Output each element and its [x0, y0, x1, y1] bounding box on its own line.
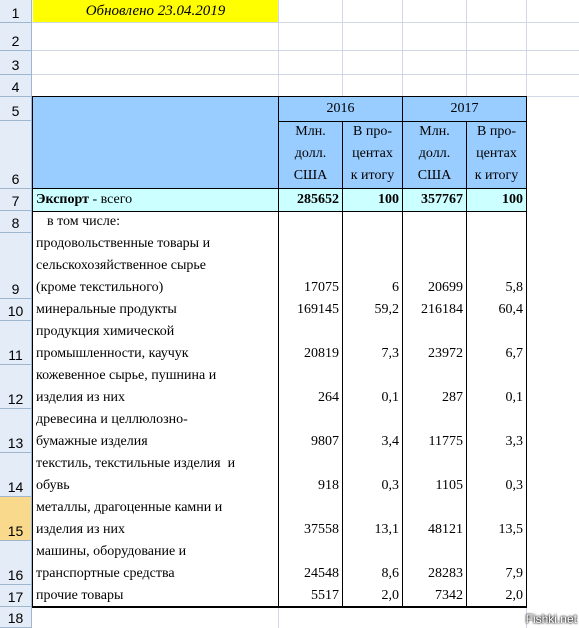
- row-label-chemicals[interactable]: [33, 321, 278, 365]
- label-line: минеральные продукты: [36, 302, 177, 317]
- row-header-11[interactable]: 11: [0, 321, 32, 365]
- minerals-2016-pct[interactable]: 59,2: [374, 302, 399, 317]
- label-line: текстиль, текстильные изделия и: [36, 456, 236, 471]
- header-text: В про-: [353, 124, 392, 139]
- textiles-2017-value[interactable]: 1105: [435, 478, 463, 493]
- table-border: [32, 211, 527, 212]
- row-header-16[interactable]: 16: [0, 541, 32, 585]
- machinery-2017-pct[interactable]: 7,9: [505, 566, 523, 581]
- row-header-8[interactable]: 8: [0, 211, 32, 233]
- label-line: бумажные изделия: [36, 434, 148, 449]
- header-text: Млн.: [419, 124, 450, 139]
- table-border: [466, 121, 467, 608]
- row-header-3[interactable]: 3: [0, 51, 32, 75]
- header-text: к итогу: [474, 168, 519, 183]
- header-text: США: [293, 168, 328, 183]
- machinery-2016-pct[interactable]: 8,6: [381, 566, 399, 581]
- wood-2017-pct[interactable]: 3,3: [505, 434, 523, 449]
- table-border: [32, 96, 33, 608]
- gridline: [32, 50, 579, 51]
- including-label[interactable]: в том числе:: [47, 214, 120, 229]
- wood-2016-value[interactable]: 9807: [311, 434, 339, 449]
- label-line: продукция химической: [36, 324, 175, 339]
- row-header-9[interactable]: 9: [0, 233, 32, 299]
- label-line: изделия из них: [36, 522, 126, 537]
- textiles-2016-pct[interactable]: 0,3: [381, 478, 399, 493]
- food-2016-pct[interactable]: 6: [392, 280, 399, 295]
- machinery-2016-value[interactable]: 24548: [304, 566, 339, 581]
- chemicals-2017-pct[interactable]: 6,7: [505, 346, 523, 361]
- label-line: сельскохозяйственное сырье: [36, 258, 207, 273]
- food-2017-value[interactable]: 20699: [428, 280, 463, 295]
- machinery-2017-value[interactable]: 28283: [428, 566, 463, 581]
- wood-2017-value[interactable]: 11775: [428, 434, 463, 449]
- row-header-13[interactable]: 13: [0, 409, 32, 453]
- row-header-6[interactable]: 6: [0, 121, 32, 189]
- table-border: [402, 96, 403, 608]
- pct-header-2017[interactable]: [467, 121, 526, 189]
- header-text: центах: [476, 146, 517, 161]
- table-border: [526, 96, 527, 608]
- leather-2017-value[interactable]: 287: [442, 390, 463, 405]
- row-header-2[interactable]: 2: [0, 23, 32, 51]
- export-total-2016-pct[interactable]: 100: [343, 189, 402, 211]
- chemicals-2017-value[interactable]: 23972: [428, 346, 463, 361]
- label-line: промышленности, каучук: [36, 346, 189, 361]
- header-label-cell[interactable]: [33, 97, 278, 189]
- gridline: [466, 0, 467, 100]
- minerals-2017-pct[interactable]: 60,4: [498, 302, 523, 317]
- label-line: (кроме текстильного): [36, 280, 164, 295]
- food-2016-value[interactable]: 17075: [304, 280, 339, 295]
- gridline: [342, 0, 343, 100]
- row-header-1[interactable]: 1: [0, 0, 32, 23]
- minerals-2016-value[interactable]: 169145: [297, 302, 339, 317]
- table-border: [32, 96, 527, 97]
- header-text: США: [417, 168, 452, 183]
- pct-header-2016[interactable]: [343, 121, 402, 189]
- row-header-5[interactable]: 5: [0, 97, 32, 121]
- row-label-other[interactable]: [33, 585, 278, 607]
- row-label-textiles[interactable]: [33, 453, 278, 497]
- year-2017-header[interactable]: 2017: [403, 97, 526, 121]
- label-line: кожевенное сырье, пушнина и: [36, 368, 217, 383]
- metals-2016-pct[interactable]: 13,1: [374, 522, 399, 537]
- textiles-2016-value[interactable]: 918: [318, 478, 339, 493]
- minerals-2017-value[interactable]: 216184: [421, 302, 463, 317]
- food-2017-pct[interactable]: 5,8: [505, 280, 523, 295]
- metals-2017-value[interactable]: 48121: [428, 522, 463, 537]
- header-text: к итогу: [350, 168, 395, 183]
- updated-date-cell[interactable]: Обновлено 23.04.2019: [33, 0, 278, 22]
- textiles-2017-pct[interactable]: 0,3: [505, 478, 523, 493]
- mln-usd-header-2016[interactable]: [279, 121, 342, 189]
- label-line: прочие товары: [36, 588, 124, 603]
- export-total-label[interactable]: Экспорт - всего: [33, 189, 278, 211]
- other-2016-value[interactable]: 5517: [311, 588, 339, 603]
- row-header-14[interactable]: 14: [0, 453, 32, 497]
- gridline: [402, 0, 403, 100]
- other-2017-pct[interactable]: 2,0: [505, 588, 523, 603]
- row-header-18[interactable]: 18: [0, 607, 32, 628]
- watermark: Fishki.net: [525, 612, 577, 626]
- row-label-food[interactable]: [33, 233, 278, 299]
- other-2016-pct[interactable]: 2,0: [381, 588, 399, 603]
- table-border: [278, 96, 279, 608]
- table-border: [32, 188, 527, 189]
- export-total-2017-value[interactable]: 357767: [403, 189, 466, 211]
- row-header-10[interactable]: 10: [0, 299, 32, 321]
- mln-usd-header-2017[interactable]: [403, 121, 466, 189]
- row-label-leather[interactable]: [33, 365, 278, 409]
- header-text: В про-: [477, 124, 516, 139]
- year-2016-header[interactable]: 2016: [279, 97, 402, 121]
- gridline: [32, 74, 579, 75]
- row-header-15[interactable]: 15: [0, 497, 32, 541]
- label-line: транспортные средства: [36, 566, 175, 581]
- row-header-7[interactable]: 7: [0, 189, 32, 211]
- label-line: продовольственные товары и: [36, 236, 211, 251]
- label-line: машины, оборудование и: [36, 544, 187, 559]
- leather-2016-value[interactable]: 264: [318, 390, 339, 405]
- row-header-4[interactable]: 4: [0, 75, 32, 97]
- export-total-2017-pct[interactable]: 100: [467, 189, 526, 211]
- gridline: [32, 22, 579, 23]
- leather-2016-pct[interactable]: 0,1: [381, 390, 399, 405]
- row-label-minerals[interactable]: [33, 299, 278, 321]
- wood-2016-pct[interactable]: 3,4: [381, 434, 399, 449]
- row-label-wood[interactable]: [33, 409, 278, 453]
- row-label-machinery[interactable]: [33, 541, 278, 585]
- row-label-metals[interactable]: [33, 497, 278, 541]
- export-total-2016-value[interactable]: 285652: [279, 189, 342, 211]
- header-text: Млн.: [295, 124, 326, 139]
- table-border: [32, 606, 527, 608]
- header-text: центах: [352, 146, 393, 161]
- chemicals-2016-value[interactable]: 20819: [304, 346, 339, 361]
- label-line: обувь: [36, 478, 70, 493]
- leather-2017-pct[interactable]: 0,1: [505, 390, 523, 405]
- table-border: [278, 121, 527, 122]
- row-header-17[interactable]: 17: [0, 585, 32, 607]
- label-line: металлы, драгоценные камни и: [36, 500, 223, 515]
- chemicals-2016-pct[interactable]: 7,3: [381, 346, 399, 361]
- metals-2017-pct[interactable]: 13,5: [498, 522, 523, 537]
- header-text: долл.: [294, 146, 327, 161]
- row-header-12[interactable]: 12: [0, 365, 32, 409]
- metals-2016-value[interactable]: 37558: [304, 522, 339, 537]
- table-border: [342, 121, 343, 608]
- label-line: древесина и целлюлозно-: [36, 412, 188, 427]
- other-2017-value[interactable]: 7342: [435, 588, 463, 603]
- label-line: изделия из них: [36, 390, 126, 405]
- header-text: долл.: [418, 146, 451, 161]
